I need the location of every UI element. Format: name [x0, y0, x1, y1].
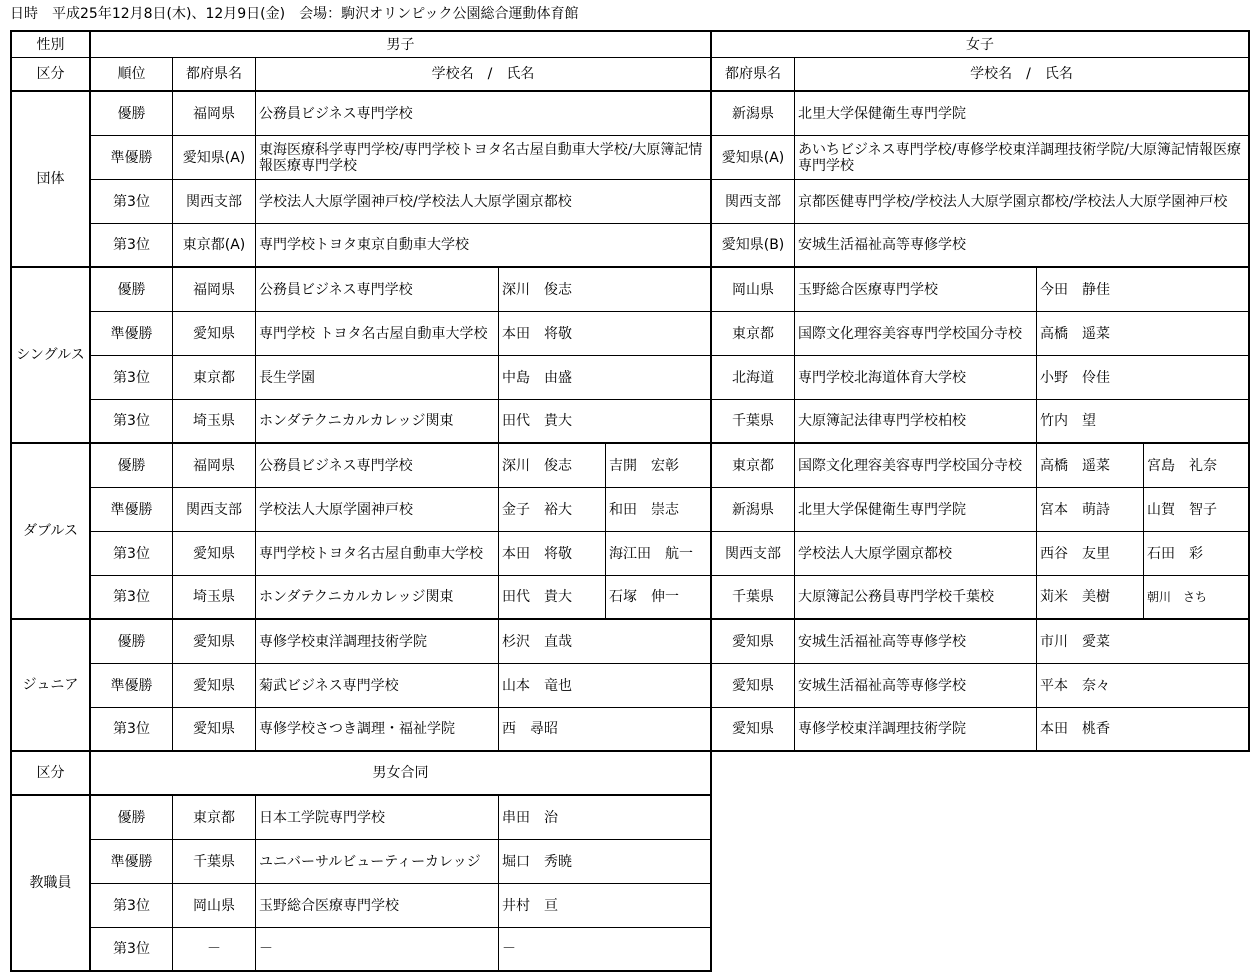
women-school-cell: あいちビジネス専門学校/専修学校東洋調理技術学院/大原簿記情報医療専門学校 [795, 136, 1250, 180]
women-school-cell: 安城生活福祉高等専修学校 [795, 664, 1037, 708]
women-pref-cell: 北海道 [712, 356, 795, 400]
women-pref-cell: 関西支部 [712, 532, 795, 576]
men-school-cell: 長生学園 [256, 356, 499, 400]
women-pref-cell: 愛知県(A) [712, 136, 795, 180]
blank-area [712, 884, 1250, 928]
results-table [10, 30, 1250, 972]
men-pref-cell: 福岡県 [173, 444, 256, 488]
rank-cell: 優勝 [91, 92, 173, 136]
men-school-cell: 専門学校トヨタ名古屋自動車大学校 [256, 532, 499, 576]
women-school-cell: 北里大学保健衛生専門学院 [795, 488, 1037, 532]
women-school-cell: 国際文化理容美容専門学校国分寺校 [795, 312, 1037, 356]
men-pref-cell: 愛知県 [173, 708, 256, 752]
women-pref-cell: 東京都 [712, 444, 795, 488]
men-player-cell: 和田 崇志 [606, 488, 712, 532]
men-school-cell: 専門学校トヨタ東京自動車大学校 [256, 224, 712, 268]
women-school-cell: 専門学校北海道体育大学校 [795, 356, 1037, 400]
rank-cell: 優勝 [91, 620, 173, 664]
men-pref-cell: 愛知県 [173, 532, 256, 576]
category-doubles: ダブルス [10, 444, 91, 620]
men-school-cell: ホンダテクニカルカレッジ関東 [256, 576, 499, 620]
women-school-cell: 大原簿記法律専門学校柏校 [795, 400, 1037, 444]
pref-cell: － [173, 928, 256, 972]
women-pref-cell: 新潟県 [712, 488, 795, 532]
women-player-cell: 苅米 美樹 [1037, 576, 1144, 620]
women-player-cell: 小野 伶佳 [1037, 356, 1250, 400]
women-school-cell: 京都医健専門学校/学校法人大原学園京都校/学校法人大原学園神戸校 [795, 180, 1250, 224]
women-player-cell: 高橋 遥菜 [1037, 312, 1250, 356]
women-player-cell: 本田 桃香 [1037, 708, 1250, 752]
men-pref-cell: 福岡県 [173, 92, 256, 136]
men-school-cell: 専修学校さつき調理・福祉学院 [256, 708, 499, 752]
men-school-cell: ホンダテクニカルカレッジ関東 [256, 400, 499, 444]
women-player-cell: 西谷 友里 [1037, 532, 1144, 576]
rank-cell: 準優勝 [91, 136, 173, 180]
school-cell: 玉野総合医療専門学校 [256, 884, 499, 928]
header-men: 男子 [91, 30, 712, 58]
men-player-cell: 杉沢 直哉 [499, 620, 712, 664]
rank-cell: 準優勝 [91, 664, 173, 708]
rank-cell: 第3位 [91, 532, 173, 576]
women-pref-cell: 愛知県(B) [712, 224, 795, 268]
women-player-cell: 朝川 さち [1144, 576, 1250, 620]
women-pref-cell: 東京都 [712, 312, 795, 356]
women-pref-cell: 新潟県 [712, 92, 795, 136]
men-player-cell: 西 尋昭 [499, 708, 712, 752]
men-school-cell: 公務員ビジネス専門学校 [256, 92, 712, 136]
men-player-cell: 本田 将敬 [499, 532, 606, 576]
women-school-cell: 北里大学保健衛生専門学院 [795, 92, 1250, 136]
rank-cell: 第3位 [91, 224, 173, 268]
rank-cell: 第3位 [91, 884, 173, 928]
blank-area [712, 796, 1250, 840]
event-info: 日時 平成25年12月8日(木)、12月9日(金) 会場：駒沢オリンピック公園総合運動体育館 [10, 6, 579, 22]
women-player-cell: 石田 彩 [1144, 532, 1250, 576]
category-team: 団体 [10, 92, 91, 268]
school-cell: 日本工学院専門学校 [256, 796, 499, 840]
rank-cell: 優勝 [91, 268, 173, 312]
rank-cell: 準優勝 [91, 840, 173, 884]
men-player-cell: 深川 俊志 [499, 268, 712, 312]
women-player-cell: 宮島 礼奈 [1144, 444, 1250, 488]
men-school-cell: 学校法人大原学園神戸校 [256, 488, 499, 532]
men-school-cell: 東海医療科学専門学校/専門学校トヨタ名古屋自動車大学校/大原簿記情報医療専門学校 [256, 136, 712, 180]
men-pref-cell: 関西支部 [173, 180, 256, 224]
rank-cell: 第3位 [91, 928, 173, 972]
category-junior: ジュニア [10, 620, 91, 752]
header-category: 区分 [10, 58, 91, 92]
women-pref-cell: 愛知県 [712, 664, 795, 708]
header-gender: 性別 [10, 30, 91, 58]
category-singles: シングルス [10, 268, 91, 444]
rank-cell: 準優勝 [91, 312, 173, 356]
men-player-cell: 田代 貴大 [499, 576, 606, 620]
blank-area [712, 752, 1250, 796]
men-player-cell: 吉開 宏彰 [606, 444, 712, 488]
header-women-pref: 都府県名 [712, 58, 795, 92]
player-cell: － [499, 928, 712, 972]
men-player-cell: 山本 竜也 [499, 664, 712, 708]
women-player-cell: 市川 愛菜 [1037, 620, 1250, 664]
rank-cell: 第3位 [91, 180, 173, 224]
women-school-cell: 大原簿記公務員専門学校千葉校 [795, 576, 1037, 620]
women-player-cell: 竹内 望 [1037, 400, 1250, 444]
header-rank: 順位 [91, 58, 173, 92]
pref-cell: 東京都 [173, 796, 256, 840]
mixed-header-category: 区分 [10, 752, 91, 796]
women-school-cell: 学校法人大原学園京都校 [795, 532, 1037, 576]
rank-cell: 第3位 [91, 708, 173, 752]
men-school-cell: 専門学校 トヨタ名古屋自動車大学校 [256, 312, 499, 356]
player-cell: 堀口 秀暁 [499, 840, 712, 884]
men-pref-cell: 関西支部 [173, 488, 256, 532]
men-player-cell: 深川 俊志 [499, 444, 606, 488]
women-pref-cell: 愛知県 [712, 620, 795, 664]
women-player-cell: 今田 静佳 [1037, 268, 1250, 312]
men-pref-cell: 愛知県(A) [173, 136, 256, 180]
men-player-cell: 中島 由盛 [499, 356, 712, 400]
women-pref-cell: 千葉県 [712, 400, 795, 444]
women-school-cell: 玉野総合医療専門学校 [795, 268, 1037, 312]
men-pref-cell: 東京都(A) [173, 224, 256, 268]
pref-cell: 千葉県 [173, 840, 256, 884]
men-player-cell: 金子 裕大 [499, 488, 606, 532]
header-men-pref: 都府県名 [173, 58, 256, 92]
women-school-cell: 専修学校東洋調理技術学院 [795, 708, 1037, 752]
women-pref-cell: 岡山県 [712, 268, 795, 312]
school-cell: － [256, 928, 499, 972]
women-player-cell: 宮本 萌詩 [1037, 488, 1144, 532]
men-pref-cell: 愛知県 [173, 620, 256, 664]
category-staff: 教職員 [10, 796, 91, 972]
player-cell: 井村 亘 [499, 884, 712, 928]
men-school-cell: 菊武ビジネス専門学校 [256, 664, 499, 708]
men-pref-cell: 埼玉県 [173, 576, 256, 620]
women-school-cell: 国際文化理容美容専門学校国分寺校 [795, 444, 1037, 488]
blank-area [712, 928, 1250, 972]
rank-cell: 第3位 [91, 356, 173, 400]
men-pref-cell: 愛知県 [173, 312, 256, 356]
header-women: 女子 [712, 30, 1250, 58]
rank-cell: 第3位 [91, 400, 173, 444]
women-player-cell: 平本 奈々 [1037, 664, 1250, 708]
men-player-cell: 田代 貴大 [499, 400, 712, 444]
men-player-cell: 本田 将敬 [499, 312, 712, 356]
player-cell: 串田 治 [499, 796, 712, 840]
women-player-cell: 高橋 遥菜 [1037, 444, 1144, 488]
pref-cell: 岡山県 [173, 884, 256, 928]
blank-area [712, 840, 1250, 884]
men-pref-cell: 福岡県 [173, 268, 256, 312]
men-pref-cell: 東京都 [173, 356, 256, 400]
women-school-cell: 安城生活福祉高等専修学校 [795, 224, 1250, 268]
women-player-cell: 山賀 智子 [1144, 488, 1250, 532]
women-school-cell: 安城生活福祉高等専修学校 [795, 620, 1037, 664]
women-pref-cell: 関西支部 [712, 180, 795, 224]
men-pref-cell: 愛知県 [173, 664, 256, 708]
rank-cell: 優勝 [91, 444, 173, 488]
men-player-cell: 石塚 伸一 [606, 576, 712, 620]
rank-cell: 第3位 [91, 576, 173, 620]
men-school-cell: 学校法人大原学園神戸校/学校法人大原学園京都校 [256, 180, 712, 224]
women-pref-cell: 千葉県 [712, 576, 795, 620]
men-school-cell: 公務員ビジネス専門学校 [256, 268, 499, 312]
men-player-cell: 海江田 航一 [606, 532, 712, 576]
header-women-school-name: 学校名 / 氏名 [795, 58, 1250, 92]
men-pref-cell: 埼玉県 [173, 400, 256, 444]
mixed-header-title: 男女合同 [91, 752, 712, 796]
header-men-school-name: 学校名 / 氏名 [256, 58, 712, 92]
rank-cell: 準優勝 [91, 488, 173, 532]
women-pref-cell: 愛知県 [712, 708, 795, 752]
men-school-cell: 専修学校東洋調理技術学院 [256, 620, 499, 664]
rank-cell: 優勝 [91, 796, 173, 840]
school-cell: ユニバーサルビューティーカレッジ [256, 840, 499, 884]
men-school-cell: 公務員ビジネス専門学校 [256, 444, 499, 488]
